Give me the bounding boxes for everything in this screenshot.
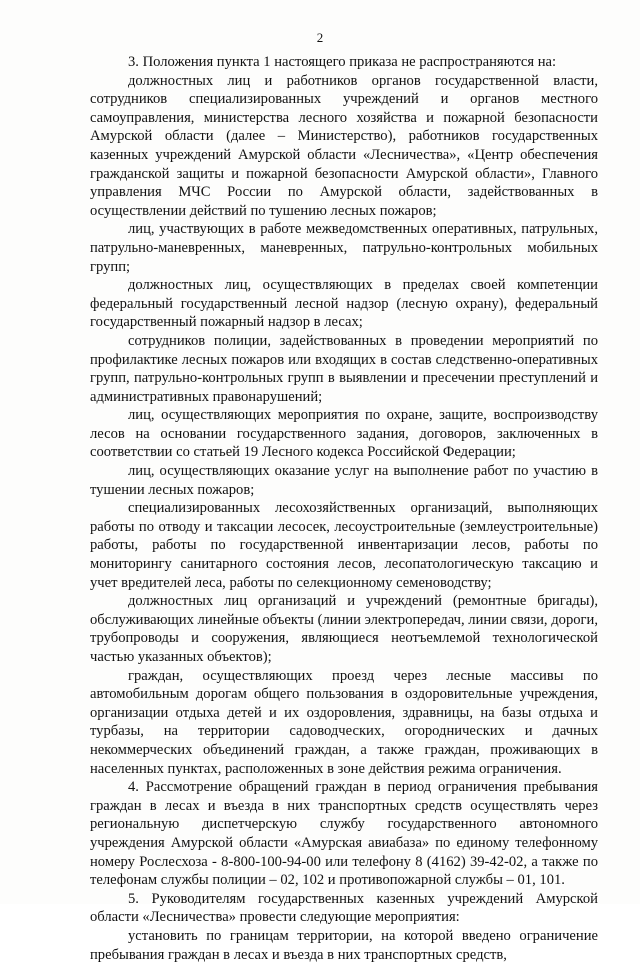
paragraph-clause-5-heads: 5. Руководителям государственных казенных учреждений Амурской области «Лесничества» провести следующие мероприятия:	[90, 890, 598, 926]
paragraph-forest-protection: лиц, осуществляющих мероприятия по охране, защите, воспроизводству лесов на основании государственного задания, договоров, заключенных в соответствии со статьей 19 Лесного кодекса Российской Федерации;	[90, 407, 598, 461]
paragraph-clause-4-appeals: 4. Рассмотрение обращений граждан в период ограничения пребывания граждан в лесах и въезда в них транспортных средств осуществлять через региональную диспетчерскую службу государственного автономного учреждения Амурской области «Амурская авиабаза» по единому телефонному номеру Рослесхоза - 8-800-100-94-00 или телефону 8 (4162) 39-42-02, а также по телефонам службы полиции – 02, 102 и противопожарной службы – 01, 101.	[90, 779, 598, 889]
paragraph-officials-workers: должностных лиц и работников органов государственной власти, сотрудников специализированных учреждений и органов местного самоуправления, министерства лесного хозяйства и пожарной безопасности Амурской области (далее – Министерство), работников государственных казенных учреждений Амурской области «Лесничества», «Центр обеспечения гражданской защиты и пожарной безопасности Амурской области», Главного управления МЧС России по Амурской области, задействованных в осуществлении действий по тушению лесных пожаров;	[90, 72, 598, 219]
paragraph-patrol-groups: лиц, участвующих в работе межведомственных оперативных, патрульных, патрульно-маневренных, маневренных, патрульно-контрольных мобильных групп;	[90, 221, 598, 275]
paragraph-establish-boundaries: установить по границам территории, на которой введено ограничение пребывания граждан в лесах и въезда в них транспортных средств,	[90, 927, 598, 963]
paragraph-forest-supervision: должностных лиц, осуществляющих в пределах своей компетенции федеральный государственный лесной надзор (лесную охрану), федеральный государственный пожарный надзор в лесах;	[90, 277, 598, 331]
paragraph-forestry-organizations: специализированных лесохозяйственных организаций, выполняющих работы по отводу и таксации лесосек, лесоустроительные (землеустроительные) работы, работы по государственной инвентаризации лесов, работы по мониторингу санитарного состояния лесов, лесопатологическую таксацию и учет вредителей леса, работы по селекционному семеноводству;	[90, 500, 598, 591]
paragraph-citizens-passage: граждан, осуществляющих проезд через лесные массивы по автомобильным дорогам общего пользования в оздоровительные учреждения, организации отдыха детей и их оздоровления, здравницы, на базы отдыха и турбазы, на территории садоводческих, огороднических и дачных некоммерческих объединений граждан, а также граждан, проживающих в населенных пунктах, расположенных в зоне действия режима ограничения.	[90, 667, 598, 777]
paragraph-firefighting-services: лиц, осуществляющих оказание услуг на выполнение работ по участию в тушении лесных пожаров;	[90, 463, 598, 498]
paragraph-clause-3-heading: 3. Положения пункта 1 настоящего приказа не распространяются на:	[128, 54, 557, 70]
paragraph-police-officers: сотрудников полиции, задействованных в проведении мероприятий по профилактике лесных пожаров или входящих в состав следственно-оперативных групп, патрульно-контрольных групп в выявлении и пресечении преступлений и административных правонарушений;	[90, 332, 598, 405]
document-body	[90, 53, 598, 964]
paragraph-linear-objects: должностных лиц организаций и учреждений (ремонтные бригады), обслуживающих линейные объекты (линии электропередач, линии связи, дороги, трубопроводы и сооружения, являющиеся неотъемлемой технологической частью указанных объектов);	[90, 593, 598, 665]
page-number: 2	[316, 30, 324, 45]
